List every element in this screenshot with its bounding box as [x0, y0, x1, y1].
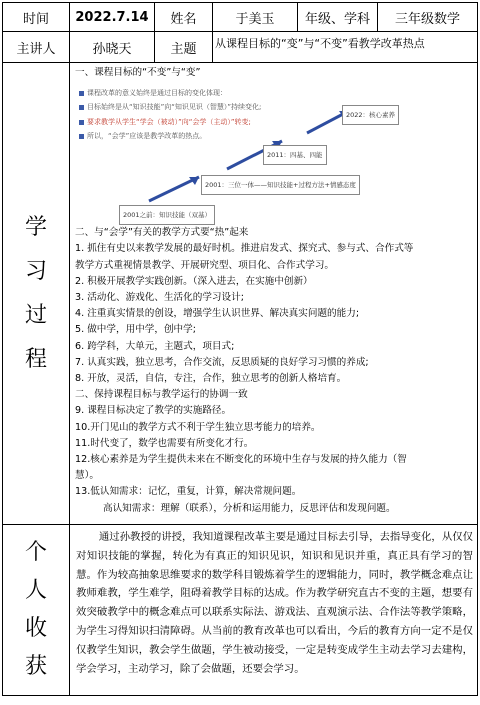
section2-title: 二、与“会学”有关的教学方式要“热”起来 — [75, 227, 249, 239]
lecture-record-form — [2, 2, 478, 696]
item-12-cont: 慧）。 — [75, 470, 99, 482]
section1-title: 一、课程目标的“不变”与“变” — [75, 67, 201, 78]
item-7: 7. 认真实践，独立思考，合作交流，反思质疑的良好学习习惯的养成; — [75, 356, 369, 368]
box-pre-2001: 2001之前：知识技能（双基） — [119, 205, 215, 225]
section3-title: 二、保持课程目标与教学运行的协调一致 — [75, 389, 248, 401]
reflection-char-4: 获 — [24, 654, 47, 679]
item-3: 3. 活动化、游戏化、生活化的学习设计; — [75, 292, 244, 304]
grade-value: 三年级数学 — [378, 3, 478, 32]
date-value: 2022.7.14 — [70, 3, 155, 32]
item-12: 12.核心素养是为学生提供未来在不断变化的环境中生存与发展的持久能力（智 — [75, 454, 407, 466]
topic-label: 主题 — [155, 32, 213, 63]
process-label — [3, 63, 70, 525]
box-2001: 2001：三位一体——知识技能+过程方法+情感态度 — [201, 175, 360, 195]
speaker-label: 主讲人 — [3, 32, 70, 63]
goals-evolution-figure — [77, 83, 407, 223]
speaker-value: 孙晓天 — [70, 32, 155, 63]
header-row-2 — [3, 32, 478, 63]
arrow-1 — [149, 177, 199, 201]
name-value: 于美玉 — [213, 3, 298, 32]
item-1: 1. 抓住有史以来教学发展的最好时机。推进启发式、探究式、参与式、合作式等 — [75, 243, 414, 255]
item-6: 6. 跨学科，大单元，主题式，项目式; — [75, 340, 235, 352]
figure-bullet-2: 目标始终是从“知识技能”向“知识见识（智慧）”持续变化; — [79, 99, 261, 115]
reflection-char-2: 人 — [24, 578, 47, 603]
item-10: 10.开门见山的教学方式不利于学生独立思考能力的培养。 — [75, 421, 321, 433]
figure-bullet-4: 所以，“会学”应该是教学改革的热点。 — [79, 128, 206, 144]
reflection-label — [3, 525, 70, 696]
process-char-4: 程 — [24, 346, 47, 372]
header-row-1 — [3, 3, 478, 32]
item-9: 9. 课程目标决定了教学的实施路径。 — [75, 405, 232, 417]
figure-bullet-3: 要求教学从学生“学会（被动）”向“会学（主动）”转变; — [79, 114, 251, 130]
time-label: 时间 — [3, 3, 70, 32]
process-char-3: 过 — [24, 302, 47, 328]
item-8: 8. 开放，灵活，自信，专注，合作，独立思考的创新人格培育。 — [75, 373, 347, 385]
reflection-char-3: 收 — [24, 616, 47, 641]
process-char-1: 学 — [24, 214, 47, 240]
process-char-2: 习 — [24, 258, 47, 284]
item-13-cont: 高认知需求：理解（联系），分析和运用能力，反思评估和发现问题。 — [103, 502, 396, 514]
box-2022: 2022：核心素养 — [342, 105, 399, 125]
reflection-text: 通过孙教授的讲授，我知道课程改革主要是通过目标去引导，去指导变化，从仅仅对知识技能的掌握，转化为有真正的知识见识，知识和见识并重，真正具有学习的智慧。作为较高抽象思维要求的数学科目锻炼着学生的逻辑能力，同时，教学概念难点让教师难教，学生难学，阻碍着教学目标的达成。作为教学研究直古不变的主题，想要有效突破教学中的概念难点可以联系实际法、游戏法、直观演示法、合作法等教学策略，为学生习得知识扫清障碍。从当前的教育改革也可以看出，今后的教育方向一定不是仅仅教学生知识，教会学生做题，学生被动接受，一定是转变成学生主动去学习去建构，学会学习，主动学习，除了会做题，还要会学习。 — [70, 525, 478, 696]
reflection-char-1: 个 — [24, 540, 47, 565]
learning-process-row — [3, 63, 478, 525]
name-label: 姓名 — [155, 3, 213, 32]
item-1-cont: 教学方式重视情景教学、开展研究型、项目化、合作式学习。 — [75, 259, 335, 271]
box-2011: 2011：四基、四能 — [263, 145, 327, 165]
item-13: 13.低认知需求：记忆，重复，计算，解决常规问题。 — [75, 486, 302, 498]
item-5: 5. 做中学，用中学，创中学; — [75, 324, 196, 336]
item-11: 11.时代变了，数学也需要有所变化才行。 — [75, 437, 254, 449]
arrow-3 — [307, 113, 345, 133]
grade-label: 年级、学科 — [298, 3, 378, 32]
figure-bullet-1: 课程改革的意义始终是通过目标的变化体现： — [79, 85, 227, 101]
reflection-row — [3, 525, 478, 696]
topic-value: 从课程目标的“变”与“不变”看教学改革热点 — [213, 32, 478, 63]
item-2: 2. 积极开展教学实践创新。（深入进去，在实施中创新） — [75, 275, 313, 287]
process-content — [70, 63, 478, 525]
evolution-arrows — [77, 83, 407, 223]
item-4: 4. 注重真实情景的创设，增强学生认识世界、解决真实问题的能力; — [75, 308, 360, 320]
